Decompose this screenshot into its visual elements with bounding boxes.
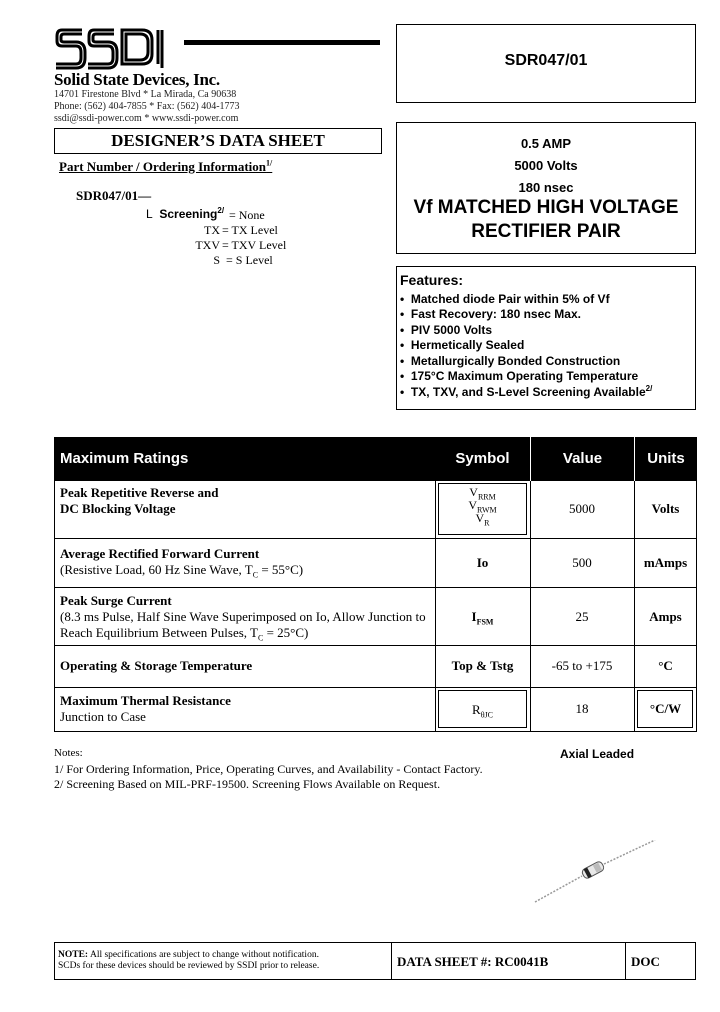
table-header-units: Units — [634, 437, 697, 481]
spec-title-line1: Vf MATCHED HIGH VOLTAGE — [413, 197, 679, 218]
part-title: SDR047/01 — [504, 52, 588, 69]
feature-item: • Matched diode Pair within 5% of Vf — [400, 292, 610, 306]
table-header-ratings: Maximum Ratings — [54, 437, 435, 481]
table-col-divider — [634, 481, 635, 732]
note-1: 1/ For Ordering Information, Price, Operating Curves, and Availability - Contact Factory. — [54, 762, 483, 776]
table-row-divider — [54, 538, 697, 539]
rating-desc: (Resistive Load, 60 Hz Sine Wave, $T_C = 55^\circ C$) — [60, 562, 304, 580]
rating-name: Peak Repetitive Reverse and — [60, 485, 219, 500]
company-web: ssdi@ssdi-power.com * www.ssdi-power.com — [54, 113, 239, 124]
rating-desc: (8.3 ms Pulse, Half Sine Wave Superimposed on Io, Allow Junction to — [60, 609, 426, 624]
footer-divider — [625, 942, 626, 980]
table-header-value: Value — [530, 437, 634, 481]
package-label: Axial Leaded — [560, 747, 635, 761]
screening-option-s-desc: = S Level — [226, 253, 273, 267]
spec-current: 0.5 AMP — [520, 136, 572, 151]
rating-symbol: Io — [476, 555, 489, 570]
screening-option-tx-code: TX — [204, 223, 220, 237]
rating-name: Peak Surge Current — [60, 593, 172, 608]
footer-divider — [391, 942, 392, 980]
spec-voltage: 5000 Volts — [514, 158, 578, 173]
part-number-title: Part Number / Ordering Information$^{1/}$ — [59, 158, 273, 174]
company-address: 14701 Firestone Blvd * La Mirada, Ca 90638 — [54, 89, 237, 100]
ssdi-logo — [54, 24, 182, 70]
rating-unit: Volts — [651, 501, 680, 516]
note-2: 2/ Screening Based on MIL-PRF-19500. Screening Flows Available on Request. — [54, 777, 441, 791]
rating-name: Average Rectified Forward Current — [60, 546, 260, 561]
rating-value: -65 to +175 — [551, 658, 613, 673]
rating-desc: Reach Equilibrium Between Pulses, $T_C = 25^\circ C$) — [60, 625, 309, 643]
table-row-divider — [54, 587, 697, 588]
rating-symbol: $I_{FSM}$ — [471, 609, 494, 627]
screening-option-txv-code: TXV — [195, 238, 220, 252]
screening-option-tx-desc: = TX Level — [222, 223, 278, 237]
company-name: Solid State Devices, Inc. — [54, 70, 220, 89]
rating-desc: Junction to Case — [60, 709, 146, 724]
rating-unit: °C/W — [649, 701, 682, 716]
rating-name: DC Blocking Voltage — [60, 501, 176, 516]
company-phone: Phone: (562) 404-7855 * Fax: (562) 404-1773 — [54, 101, 240, 112]
feature-item: • Fast Recovery: 180 nsec Max. — [400, 307, 581, 321]
table-col-divider — [530, 481, 531, 732]
footer-doc: DOC — [631, 954, 660, 969]
table-header-symbol: Symbol — [435, 437, 530, 481]
rating-symbol: Top & Tstg — [451, 658, 514, 673]
designers-data-sheet-header: DESIGNER’S DATA SHEET — [54, 128, 382, 154]
screening-option-txv-desc: = TXV Level — [222, 238, 287, 252]
rating-symbol: $R_{\theta JC}$ — [472, 702, 493, 720]
table-border-bottom — [54, 731, 697, 732]
screening-option-s-code: S — [213, 253, 220, 267]
feature-item: • PIV 5000 Volts — [400, 323, 493, 337]
rating-unit: Amps — [649, 609, 682, 624]
table-row-divider — [54, 645, 697, 646]
axial-diode-image — [530, 840, 660, 910]
rating-value: 500 — [572, 555, 592, 570]
screening-option-none: = None — [229, 208, 265, 222]
spec-title-line2: RECTIFIER PAIR — [471, 221, 621, 242]
feature-item: • TX, TXV, and S-Level Screening Available$^{2/}$ — [400, 384, 653, 399]
feature-item: • Hermetically Sealed — [400, 338, 525, 352]
rating-name: Operating & Storage Temperature — [60, 658, 253, 673]
rating-name: Maximum Thermal Resistance — [60, 693, 231, 708]
rating-symbol: $V_{RRM}$ $V_{RWM}$ $V_R$ — [468, 485, 497, 528]
rating-unit: °C — [658, 658, 673, 673]
rating-value: 25 — [575, 609, 589, 624]
rating-value: 5000 — [569, 501, 595, 516]
datasheet-number: DATA SHEET #: RC0041B — [397, 954, 549, 969]
spec-recovery: 180 nsec — [518, 180, 574, 195]
feature-item: • 175°C Maximum Operating Temperature — [400, 369, 639, 383]
feature-item: • Metallurgically Bonded Construction — [400, 354, 621, 368]
features-title: Features: — [400, 272, 464, 288]
screening-label: L Screening$^{2/}$ — [146, 206, 225, 221]
logo-rule — [184, 40, 380, 45]
footer-note: NOTE: All specifications are subject to change without notification. SCDs for these devices should be reviewed by SSDI prior to release. — [58, 950, 320, 971]
table-row-divider — [54, 687, 697, 688]
part-number: SDR047/01— — [76, 188, 152, 203]
rating-unit: mAmps — [643, 555, 688, 570]
rating-value: 18 — [575, 701, 589, 716]
notes-title: Notes: — [54, 747, 83, 759]
